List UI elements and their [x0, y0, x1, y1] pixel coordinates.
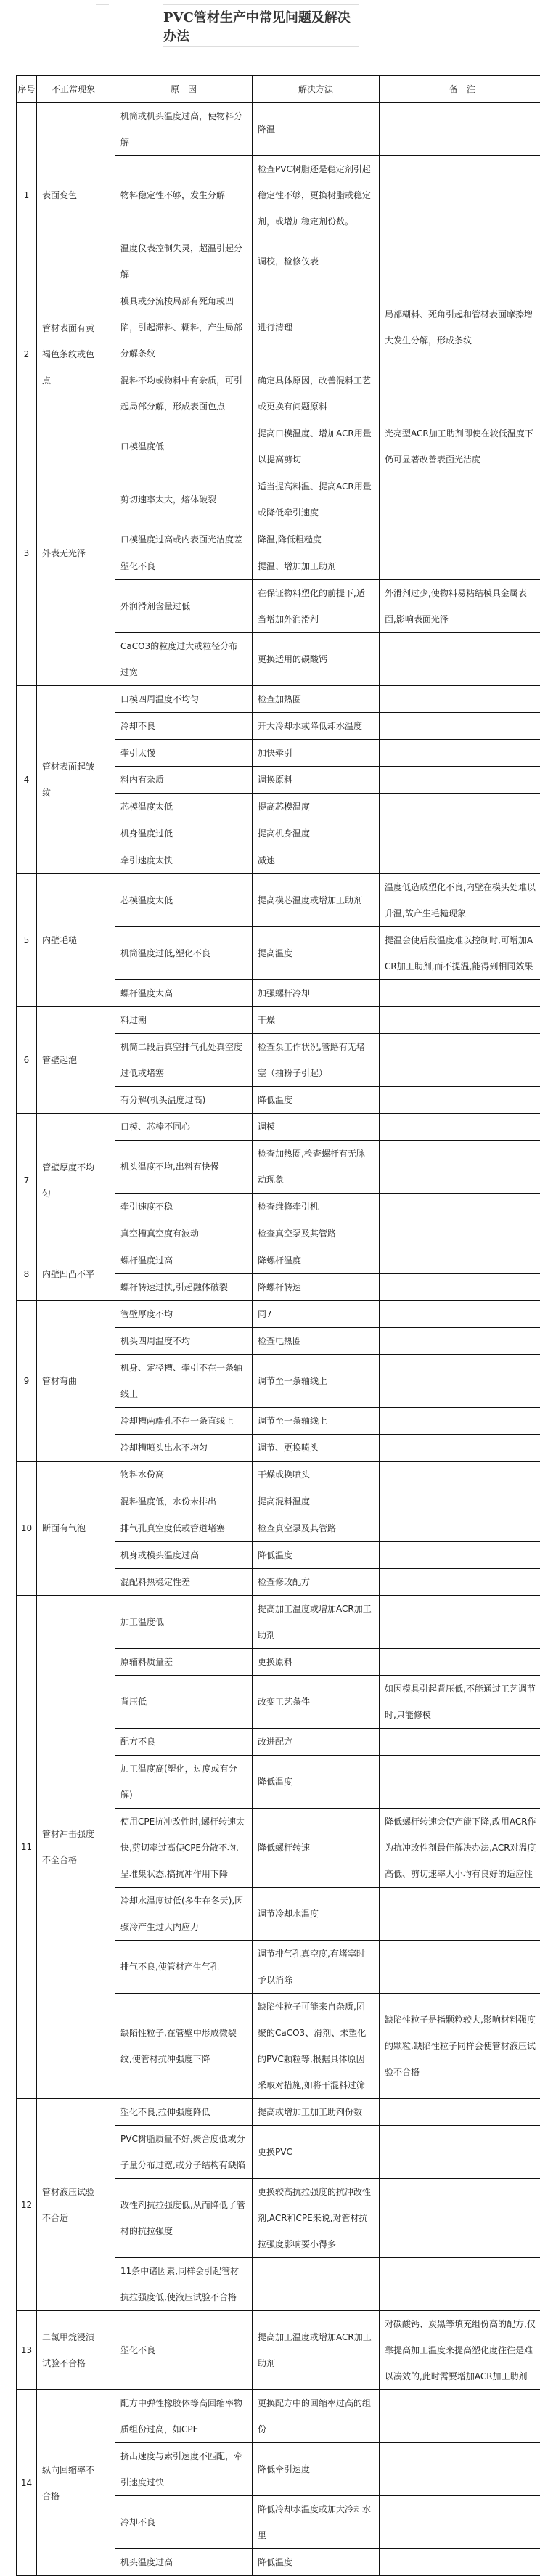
solution-cell: 调模 [253, 1114, 380, 1141]
solution-cell: 降低温度 [253, 2549, 380, 2576]
phenomenon-cell: 管壁起泡 [37, 1007, 115, 1114]
solution-cell: 改变工艺条件 [253, 1676, 380, 1729]
note-cell [380, 553, 540, 580]
row-number: 8 [17, 1247, 37, 1301]
title-box [163, 4, 359, 47]
solution-cell: 检查维修牵引机 [253, 1194, 380, 1220]
note-cell: 缺陷性粒子是指颗粒较大,影响材料强度的颗粒.缺陷性粒子同样会使管材液压试验不合格 [380, 1994, 540, 2099]
solution-cell: 开大冷却水或降低却水温度 [253, 713, 380, 740]
cause-cell: 牵引速度不稳 [115, 1194, 253, 1220]
solution-cell: 检查加热圈 [253, 686, 380, 713]
solution-cell [253, 2258, 380, 2311]
note-cell [380, 103, 540, 156]
note-cell [380, 2179, 540, 2258]
cause-cell: 物料稳定性不够，发生分解 [115, 156, 253, 235]
row-number: 2 [17, 288, 37, 420]
solution-cell: 确定具体原因，改善混料工艺或更换有问题原料 [253, 367, 380, 420]
note-cell: 如因模具引起背压低,不能通过工艺调节时,只能修模 [380, 1676, 540, 1729]
solution-cell: 干燥 [253, 1007, 380, 1034]
cause-cell: 机身温度过低 [115, 820, 253, 847]
solution-cell: 减速 [253, 847, 380, 874]
note-cell: 提温会使后段温度难以控制时,可增加ACR加工助剂,而不提温,能得到相同效果 [380, 927, 540, 980]
table-row [17, 103, 540, 156]
cause-cell: 芯模温度太低 [115, 794, 253, 820]
row-number: 4 [17, 686, 37, 874]
cause-cell: 混料温度低，水份未排出 [115, 1488, 253, 1515]
table-row [17, 1301, 540, 1328]
cause-cell: 加工温度低 [115, 1596, 253, 1649]
note-cell [380, 1756, 540, 1809]
phenomenon-cell: 内壁毛糙 [37, 874, 115, 1007]
solution-cell: 调节、更换喷头 [253, 1435, 380, 1462]
solution-cell: 适当提高料温、提高ACR用量或降低牵引速度 [253, 473, 380, 526]
note-cell [380, 526, 540, 553]
cause-cell: 冷却槽两端孔不在一条直线上 [115, 1408, 253, 1435]
cause-cell: 塑化不良 [115, 553, 253, 580]
note-cell [380, 633, 540, 686]
page-title: PVC管材生产中常见问题及解决办法 [163, 7, 359, 45]
cause-cell: 塑化不良,拉伸强度降低 [115, 2099, 253, 2126]
table-body [17, 103, 540, 2576]
note-cell [380, 1649, 540, 1676]
note-cell [380, 1087, 540, 1114]
cause-cell: 螺杆转速过快,引起融体破裂 [115, 1274, 253, 1301]
note-cell [380, 2258, 540, 2311]
cause-cell: 加工温度高(塑化，过度或有分解) [115, 1756, 253, 1809]
solution-cell: 提高机身温度 [253, 820, 380, 847]
phenomenon-cell: 管材液压试验不合适 [37, 2099, 115, 2311]
cause-cell: 温度仪表控制失灵，超温引起分解 [115, 235, 253, 288]
row-number: 10 [17, 1462, 37, 1596]
solution-cell: 提高或增加工加工助剂份数 [253, 2099, 380, 2126]
cause-cell: 牵引太慢 [115, 740, 253, 767]
solution-cell: 干燥或换喷头 [253, 1462, 380, 1488]
cause-cell: 配方不良 [115, 1729, 253, 1756]
solution-cell: 检查真空泵及其管路 [253, 1515, 380, 1542]
cause-cell: 剪切速率太大，熔体破裂 [115, 473, 253, 526]
note-cell [380, 473, 540, 526]
cause-cell: CaCO3的粒度过大或粒径分布过宽 [115, 633, 253, 686]
row-number: 1 [17, 103, 37, 288]
note-cell [380, 2549, 540, 2576]
solution-cell: 提高加工温度或增加ACR加工助剂 [253, 1596, 380, 1649]
cause-cell: 冷却不良 [115, 713, 253, 740]
row-number: 11 [17, 1596, 37, 2099]
cause-cell: 口模温度过高或内表面光洁度差 [115, 526, 253, 553]
phenomenon-cell: 纵向回缩率不合格 [37, 2390, 115, 2576]
table-header-row [17, 76, 540, 103]
header-note: 备 注 [380, 76, 540, 103]
phenomenon-cell: 内壁凹凸不平 [37, 1247, 115, 1301]
note-cell: 对碳酸钙、炭黑等填充组份高的配方,仅靠提高加工温度来提高塑化度往往是难以凑效的,此时需要增加ACR加工助剂 [380, 2311, 540, 2390]
note-cell [380, 1941, 540, 1994]
solution-cell: 降低温度 [253, 1756, 380, 1809]
note-cell [380, 1247, 540, 1274]
cause-cell: 机头温度不均,出料有快慢 [115, 1141, 253, 1194]
note-cell [380, 980, 540, 1007]
solution-cell: 提高加工温度或增加ACR加工助剂 [253, 2311, 380, 2390]
row-number: 7 [17, 1114, 37, 1247]
cause-cell: 料内有杂质 [115, 767, 253, 794]
solution-cell: 加强螺杆冷却 [253, 980, 380, 1007]
cause-cell: 外润滑剂含量过低 [115, 580, 253, 633]
cause-cell: 物料水份高 [115, 1462, 253, 1488]
solution-cell: 提高口模温度、增加ACR用量以提高剪切 [253, 420, 380, 473]
phenomenon-cell: 二氯甲烷浸渍试验不合格 [37, 2311, 115, 2390]
note-cell [380, 1194, 540, 1220]
decorative-rule [96, 4, 109, 5]
cause-cell: 模具或分流梭局部有死角或凹陷，引起滞料、糊料，产生局部分解条纹 [115, 288, 253, 367]
table-row [17, 288, 540, 367]
solution-cell: 提高温度 [253, 927, 380, 980]
cause-cell: 管壁厚度不均 [115, 1301, 253, 1328]
solution-cell: 检查修改配方 [253, 1569, 380, 1596]
solution-cell: 提温、增加加工助剂 [253, 553, 380, 580]
phenomenon-cell: 表面变色 [37, 103, 115, 288]
solution-cell: 更换配方中的回缩率过高的组份 [253, 2390, 380, 2443]
note-cell [380, 2496, 540, 2549]
cause-cell: PVC树脂质量不好,聚合度低或分子量分布过宽,或分子结构有缺陷 [115, 2126, 253, 2179]
solution-cell: 更换原料 [253, 1649, 380, 1676]
table-row [17, 1462, 540, 1488]
cause-cell: 芯模温度太低 [115, 874, 253, 927]
solution-cell: 调换原料 [253, 767, 380, 794]
note-cell [380, 794, 540, 820]
note-cell [380, 2126, 540, 2179]
solution-cell: 调节排气孔真空度,有堵塞时予以消除 [253, 1941, 380, 1994]
problems-table [16, 75, 540, 2576]
note-cell [380, 1729, 540, 1756]
cause-cell: 机头四周温度不均 [115, 1328, 253, 1355]
solution-cell: 在保证物料塑化的前提下,适当增加外润滑剂 [253, 580, 380, 633]
note-cell [380, 1328, 540, 1355]
note-cell [380, 1355, 540, 1408]
note-cell [380, 1114, 540, 1141]
solution-cell: 提高芯模温度 [253, 794, 380, 820]
cause-cell: 机头温度过高 [115, 2549, 253, 2576]
solution-cell: 降低牵引速度 [253, 2443, 380, 2496]
table-row [17, 686, 540, 713]
row-number: 14 [17, 2390, 37, 2576]
solution-cell: 调节至一条轴线上 [253, 1355, 380, 1408]
note-cell [380, 686, 540, 713]
note-cell [380, 1569, 540, 1596]
note-cell [380, 847, 540, 874]
cause-cell: 牵引速度太快 [115, 847, 253, 874]
cause-cell: 11条中诸因素,同样会引起管材抗拉强度低,使液压试验不合格 [115, 2258, 253, 2311]
note-cell [380, 2443, 540, 2496]
table-row [17, 420, 540, 473]
cause-cell: 有分解(机头温度过高) [115, 1087, 253, 1114]
cause-cell: 机身、定径槽、牵引不在一条轴线上 [115, 1355, 253, 1408]
cause-cell: 原辅料质量差 [115, 1649, 253, 1676]
solution-cell: 改进配方 [253, 1729, 380, 1756]
cause-cell: 机筒二段后真空排气孔处真空度过低或堵塞 [115, 1034, 253, 1087]
phenomenon-cell: 断面有气泡 [37, 1462, 115, 1596]
solution-cell: 降低螺杆转速 [253, 1809, 380, 1888]
solution-cell: 检查真空泵及其管路 [253, 1220, 380, 1247]
cause-cell: 排气孔真空度低或管道堵塞 [115, 1515, 253, 1542]
cause-cell: 背压低 [115, 1676, 253, 1729]
row-number: 5 [17, 874, 37, 1007]
cause-cell: 使用CPE抗冲改性时,螺杆转速太快,剪切率过高使CPE分散不均,呈堆集状态,搞抗冲作用下降 [115, 1809, 253, 1888]
cause-cell: 螺杆温度太高 [115, 980, 253, 1007]
cause-cell: 真空槽真空度有波动 [115, 1220, 253, 1247]
cause-cell: 料过潮 [115, 1007, 253, 1034]
header-solution: 解决方法 [253, 76, 380, 103]
solution-cell: 降温,降低粗糙度 [253, 526, 380, 553]
note-cell [380, 740, 540, 767]
solution-cell: 降低温度 [253, 1542, 380, 1569]
solution-cell: 更换较高抗拉强度的抗冲改性剂,ACR和CPE来说,对管材抗拉强度影响要小得多 [253, 2179, 380, 2258]
solution-cell: 提高混料温度 [253, 1488, 380, 1515]
cause-cell: 机筒温度过低,塑化不良 [115, 927, 253, 980]
note-cell [380, 1542, 540, 1569]
cause-cell: 螺杆温度过高 [115, 1247, 253, 1274]
note-cell [380, 1408, 540, 1435]
note-cell [380, 1596, 540, 1649]
cause-cell: 排气不良,使管材产生气孔 [115, 1941, 253, 1994]
cause-cell: 缺陷性粒子,在管壁中形成微裂纹,使管材抗冲强度下降 [115, 1994, 253, 2099]
table-row [17, 1007, 540, 1034]
header-phenomenon: 不正常现象 [37, 76, 115, 103]
solution-cell: 降温 [253, 103, 380, 156]
table-row [17, 1114, 540, 1141]
phenomenon-cell: 管材表面有黄褐色条纹或色点 [37, 288, 115, 420]
phenomenon-cell: 管材冲击强度不全合格 [37, 1596, 115, 2099]
solution-cell: 降螺杆转速 [253, 1274, 380, 1301]
cause-cell: 冷却槽喷头出水不均匀 [115, 1435, 253, 1462]
note-cell [380, 1462, 540, 1488]
note-cell [380, 1301, 540, 1328]
cause-cell: 冷却水温度过低(多生在冬天),因骤冷产生过大内应力 [115, 1888, 253, 1941]
cause-cell: 机身或模头温度过高 [115, 1542, 253, 1569]
note-cell: 降低螺杆转速会使产能下降,改用ACR作为抗冲改性剂最佳解决办法,ACR对温度高低、剪切速率大小均有良好的适应性 [380, 1809, 540, 1888]
cause-cell: 口模温度低 [115, 420, 253, 473]
solution-cell: 同7 [253, 1301, 380, 1328]
row-number: 3 [17, 420, 37, 686]
solution-cell: 调校，检修仪表 [253, 235, 380, 288]
phenomenon-cell: 管材表面起皱纹 [37, 686, 115, 874]
phenomenon-cell: 管材弯曲 [37, 1301, 115, 1462]
note-cell: 光亮型ACR加工助剂即使在较低温度下仍可显著改善表面光洁度 [380, 420, 540, 473]
solution-cell: 进行清理 [253, 288, 380, 367]
solution-cell: 加快牵引 [253, 740, 380, 767]
note-cell [380, 1274, 540, 1301]
header-cause: 原 因 [115, 76, 253, 103]
cause-cell: 机筒或机头温度过高，使物料分解 [115, 103, 253, 156]
cause-cell: 混配料热稳定性差 [115, 1569, 253, 1596]
row-number: 13 [17, 2311, 37, 2390]
note-cell [380, 2099, 540, 2126]
note-cell: 外滑剂过少,使物料易粘结模具金属表面,影响表面光泽 [380, 580, 540, 633]
note-cell [380, 767, 540, 794]
phenomenon-cell: 管壁厚度不均匀 [37, 1114, 115, 1247]
solution-cell: 降低温度 [253, 1087, 380, 1114]
solution-cell: 更换PVC [253, 2126, 380, 2179]
solution-cell: 缺陷性粒子可能来自杂质,团聚的CaCO3、滑剂、未塑化的PVC颗粒等,根据具体原因采取对措施,如将干混料过筛 [253, 1994, 380, 2099]
row-number: 12 [17, 2099, 37, 2311]
solution-cell: 调节冷却水温度 [253, 1888, 380, 1941]
table-row [17, 1596, 540, 1649]
cause-cell: 冷却不良 [115, 2496, 253, 2549]
solution-cell: 检查PVC树脂还是稳定剂引起稳定性不够，更换树脂或稳定剂，或增加稳定剂份数。 [253, 156, 380, 235]
note-cell [380, 820, 540, 847]
solution-cell: 提高模芯温度或增加工助剂 [253, 874, 380, 927]
cause-cell: 改性剂抗拉强度低,从而降低了管材的抗拉强度 [115, 2179, 253, 2258]
solution-cell: 调节至一条轴线上 [253, 1408, 380, 1435]
note-cell [380, 1488, 540, 1515]
note-cell [380, 367, 540, 420]
table-row [17, 2099, 540, 2126]
note-cell [380, 235, 540, 288]
cause-cell: 挤出速度与索引速度不匹配，牵引速度过快 [115, 2443, 253, 2496]
cause-cell: 口模四周温度不均匀 [115, 686, 253, 713]
solution-cell: 检查泵工作状况,管路有无堵塞（抽粉子引起） [253, 1034, 380, 1087]
cause-cell: 塑化不良 [115, 2311, 253, 2390]
note-cell: 温度低造成塑化不良,内壁在模头处难以升温,故产生毛糙现象 [380, 874, 540, 927]
table-row [17, 874, 540, 927]
note-cell [380, 156, 540, 235]
note-cell [380, 2390, 540, 2443]
note-cell [380, 1435, 540, 1462]
note-cell [380, 1515, 540, 1542]
note-cell [380, 1888, 540, 1941]
solution-cell: 检查电热圈 [253, 1328, 380, 1355]
cause-cell: 口模、芯棒不同心 [115, 1114, 253, 1141]
table-row [17, 2390, 540, 2443]
solution-cell: 降螺杆温度 [253, 1247, 380, 1274]
header-no: 序号 [17, 76, 37, 103]
row-number: 9 [17, 1301, 37, 1462]
cause-cell: 混料不均或物料中有杂质，可引起局部分解，形成表面色点 [115, 367, 253, 420]
solution-cell: 检查加热圈,检查螺杆有无脉动现象 [253, 1141, 380, 1194]
note-cell [380, 1007, 540, 1034]
table-row [17, 1247, 540, 1274]
note-cell [380, 1220, 540, 1247]
table-row [17, 2311, 540, 2390]
row-number: 6 [17, 1007, 37, 1114]
note-cell [380, 1141, 540, 1194]
solution-cell: 降低冷却水温度或加大冷却水里 [253, 2496, 380, 2549]
cause-cell: 配方中弹性橡胶体等高回缩率物质组份过高，如CPE [115, 2390, 253, 2443]
note-cell [380, 713, 540, 740]
solution-cell: 更换适用的碳酸钙 [253, 633, 380, 686]
phenomenon-cell: 外表无光泽 [37, 420, 115, 686]
note-cell [380, 1034, 540, 1087]
note-cell: 局部糊料、死角引起和管材表面摩擦增大发生分解，形成条纹 [380, 288, 540, 367]
